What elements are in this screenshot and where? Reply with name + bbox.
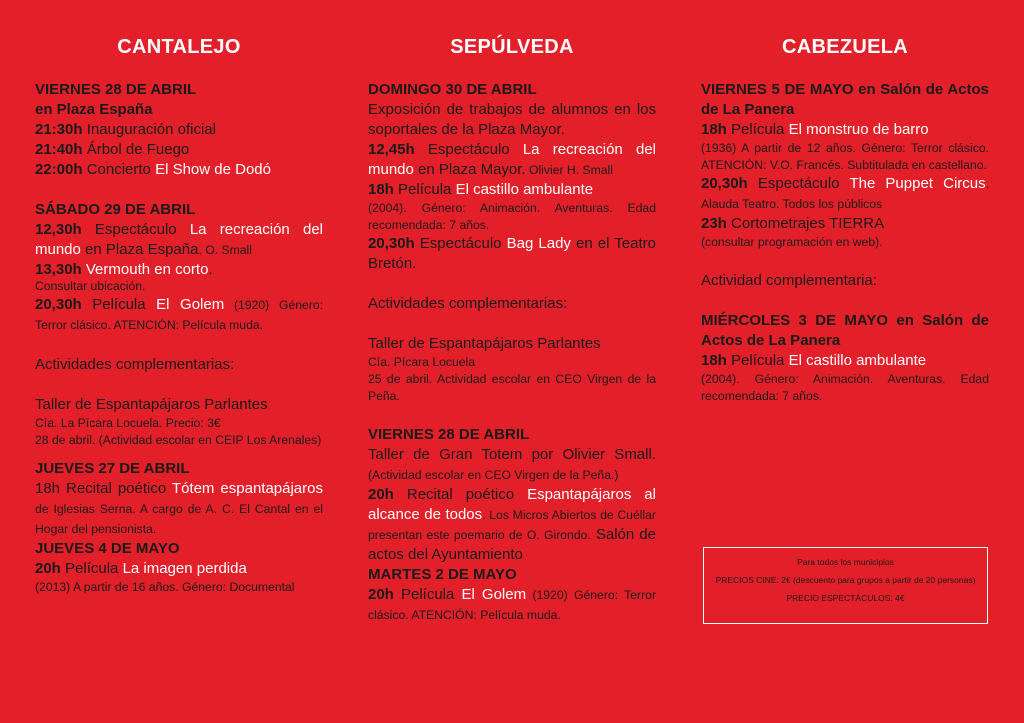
event-detail: Olivier H. Small bbox=[525, 163, 613, 177]
workshop-date: 25 de abril. Actividad escolar en CEO Virgen de la Peña. bbox=[368, 372, 656, 403]
event-monstruo bbox=[701, 120, 989, 140]
event-text: Espectáculo bbox=[81, 221, 190, 238]
event-text: Árbol de Fuego bbox=[82, 141, 190, 158]
event-text: Espectáculo bbox=[747, 175, 850, 192]
event-time: 12,30h bbox=[35, 221, 82, 238]
event-golem bbox=[35, 295, 323, 335]
event-title: El castillo ambulante bbox=[788, 352, 927, 369]
event-text: Película bbox=[60, 560, 123, 577]
prices-box bbox=[703, 547, 988, 624]
event-cortometrajes bbox=[701, 214, 989, 234]
event-venue: en Plaza España bbox=[80, 241, 199, 258]
event-recital bbox=[35, 479, 323, 539]
event-text: Cortometrajes TIERRA bbox=[726, 215, 885, 232]
event-text: Espectáculo bbox=[414, 235, 507, 252]
workshop-title: Taller de Espantapájaros Parlantes bbox=[35, 396, 268, 413]
event-arbol-fuego bbox=[35, 140, 323, 160]
event-time: 20,30h bbox=[368, 235, 415, 252]
cabezuela-program bbox=[701, 80, 989, 405]
event-text: Taller de Gran Totem por Olivier Small. bbox=[368, 446, 656, 463]
date-heading: VIERNES 28 DE ABRIL bbox=[35, 81, 197, 98]
event-concierto bbox=[35, 160, 323, 180]
event-castillo bbox=[701, 351, 989, 371]
event-text: Película bbox=[726, 352, 789, 369]
event-text: Espectáculo bbox=[414, 141, 523, 158]
event-time: 18h bbox=[368, 181, 394, 198]
workshop-company: Cía. La Pícara Locuela. Precio: 3€ bbox=[35, 416, 221, 430]
show-price: PRECIO ESPECTÁCULOS: 4€ bbox=[786, 593, 905, 603]
activities-heading: Actividad complementaria: bbox=[701, 272, 877, 289]
event-golem bbox=[368, 585, 656, 625]
event-castillo bbox=[368, 180, 656, 200]
venue-heading: en Plaza España bbox=[35, 101, 153, 118]
event-imagen-perdida bbox=[35, 559, 323, 579]
activities-heading: Actividades complementarias: bbox=[35, 356, 235, 373]
event-title: Tótem espantapájaros bbox=[171, 480, 323, 497]
date-heading: DOMINGO 30 DE ABRIL bbox=[368, 81, 537, 98]
event-bag-lady bbox=[368, 234, 656, 274]
event-detail: (Actividad escolar en CEO Virgen de la Peña.) bbox=[368, 468, 619, 482]
column-title-cabezuela: CABEZUELA bbox=[781, 36, 909, 58]
event-venue: en Plaza Mayor. bbox=[413, 161, 526, 178]
event-title: Bag Lady bbox=[506, 235, 571, 252]
event-detail: (2013) A partir de 16 años. Género: Documental bbox=[35, 580, 295, 594]
event-recreacion bbox=[35, 220, 323, 260]
event-text: Película bbox=[393, 586, 462, 603]
event-time: 21:30h bbox=[35, 121, 83, 138]
event-puppet-circus bbox=[701, 174, 989, 214]
event-detail: (1920) Género: Terror clásico. ATENCIÓN: Película muda. bbox=[35, 298, 324, 332]
event-text: . bbox=[208, 261, 213, 278]
date-heading: VIERNES 28 DE ABRIL bbox=[368, 426, 530, 443]
event-vermouth bbox=[35, 260, 323, 280]
event-title: El monstruo de barro bbox=[788, 121, 929, 138]
event-time: 13,30h bbox=[35, 261, 82, 278]
column-title-sepulveda: SEPÚLVEDA bbox=[450, 36, 574, 58]
event-title: Espantapájaros al alcance de todos bbox=[368, 486, 656, 523]
event-time: 21:40h bbox=[35, 141, 83, 158]
workshop-company: Cía. Pícara Locuela bbox=[368, 355, 476, 369]
date-heading: MARTES 2 DE MAYO bbox=[368, 566, 517, 583]
event-recreacion bbox=[368, 140, 656, 180]
event-time: 12,45h bbox=[368, 141, 415, 158]
event-title: La recreación del mundo bbox=[35, 221, 323, 258]
event-text: Recital poético bbox=[393, 486, 528, 503]
event-text: Concierto bbox=[82, 161, 156, 178]
event-text: Inauguración oficial bbox=[82, 121, 216, 138]
event-time: 22:00h bbox=[35, 161, 83, 178]
event-text: Película bbox=[393, 181, 456, 198]
event-time: 18h bbox=[701, 352, 727, 369]
date-heading: VIERNES 5 DE MAYO en Salón de Actos de La Panera bbox=[701, 81, 989, 118]
event-venue: Salón de actos del Ayuntamiento bbox=[368, 526, 656, 563]
date-heading: MIÉRCOLES 3 DE MAYO en Salón de Actos de La Panera bbox=[701, 312, 989, 349]
date-heading: SÁBADO 29 DE ABRIL bbox=[35, 201, 196, 218]
cinema-price-label: PRECIOS CINE: 2€ bbox=[715, 575, 791, 585]
event-detail: Consultar ubicación. bbox=[35, 279, 146, 293]
event-detail: (2004). Género: Animación. Aventuras. Edad recomendada: 7 años. bbox=[368, 201, 656, 232]
event-text: Película bbox=[81, 296, 157, 313]
event-text: 18h Recital poético bbox=[35, 480, 172, 497]
event-recital bbox=[368, 485, 656, 565]
date-heading: JUEVES 4 DE MAYO bbox=[35, 540, 180, 557]
event-detail: (2004). Género: Animación. Aventuras. Edad recomendada: 7 años. bbox=[701, 372, 989, 403]
event-text: Película bbox=[726, 121, 789, 138]
event-detail: . O. Small bbox=[198, 243, 252, 257]
cinema-price bbox=[704, 574, 987, 586]
workshop-title: Taller de Espantapájaros Parlantes bbox=[368, 335, 601, 352]
event-title: La recreación del mundo bbox=[368, 141, 656, 178]
event-time: 20,30h bbox=[35, 296, 82, 313]
event-time: 20h bbox=[368, 486, 394, 503]
event-title: El Show de Dodó bbox=[155, 161, 271, 178]
cinema-price-note: (descuento para grupos a partir de 20 personas) bbox=[790, 575, 976, 585]
event-detail: (consultar programación en web). bbox=[701, 235, 883, 249]
event-venue: en el Teatro Bretón. bbox=[368, 235, 656, 272]
prices-heading: Para todos los municipios bbox=[797, 557, 894, 567]
event-title: El Golem bbox=[461, 586, 527, 603]
sepulveda-program bbox=[368, 80, 656, 625]
event-title: El Golem bbox=[156, 296, 225, 313]
event-title: The Puppet Circus bbox=[849, 175, 986, 192]
event-gran-totem bbox=[368, 445, 656, 485]
event-title: El castillo ambulante bbox=[455, 181, 594, 198]
event-detail: (1920) Género: Terror clásico. ATENCIÓN: Película muda. bbox=[368, 588, 656, 622]
date-heading: JUEVES 27 DE ABRIL bbox=[35, 460, 190, 477]
cantalejo-program bbox=[35, 80, 323, 596]
event-time: 23h bbox=[701, 215, 727, 232]
event-title: Vermouth en corto bbox=[81, 261, 209, 278]
workshop-date: 28 de abril. (Actividad escolar en CEIP Los Arenales) bbox=[35, 433, 322, 447]
event-time: 18h bbox=[701, 121, 727, 138]
event-inauguracion bbox=[35, 120, 323, 140]
event-detail: de Iglesias Serna. A cargo de A. C. El Cantal en el Hogar del pensionista. bbox=[35, 502, 323, 536]
event-detail: (1936) A partir de 12 años. Género: Terror clásico. ATENCIÓN: V.O. Francés. Subtitulada en castellano. bbox=[701, 141, 989, 172]
event-time: 20h bbox=[368, 586, 394, 603]
column-title-cantalejo: CANTALEJO bbox=[117, 36, 241, 58]
activities-heading: Actividades complementarias: bbox=[368, 295, 568, 312]
event-time: 20h bbox=[35, 560, 61, 577]
event-detail: . Alauda Teatro. Todos los públicos bbox=[701, 177, 989, 211]
event-time: 20,30h bbox=[701, 175, 748, 192]
event-exposicion: Exposición de trabajos de alumnos en los soportales de la Plaza Mayor. bbox=[368, 101, 656, 138]
event-title: La imagen perdida bbox=[122, 560, 247, 577]
event-detail: . Los Micros Abiertos de Cuéllar presentan este poemario de O. Girondo. bbox=[368, 508, 656, 542]
